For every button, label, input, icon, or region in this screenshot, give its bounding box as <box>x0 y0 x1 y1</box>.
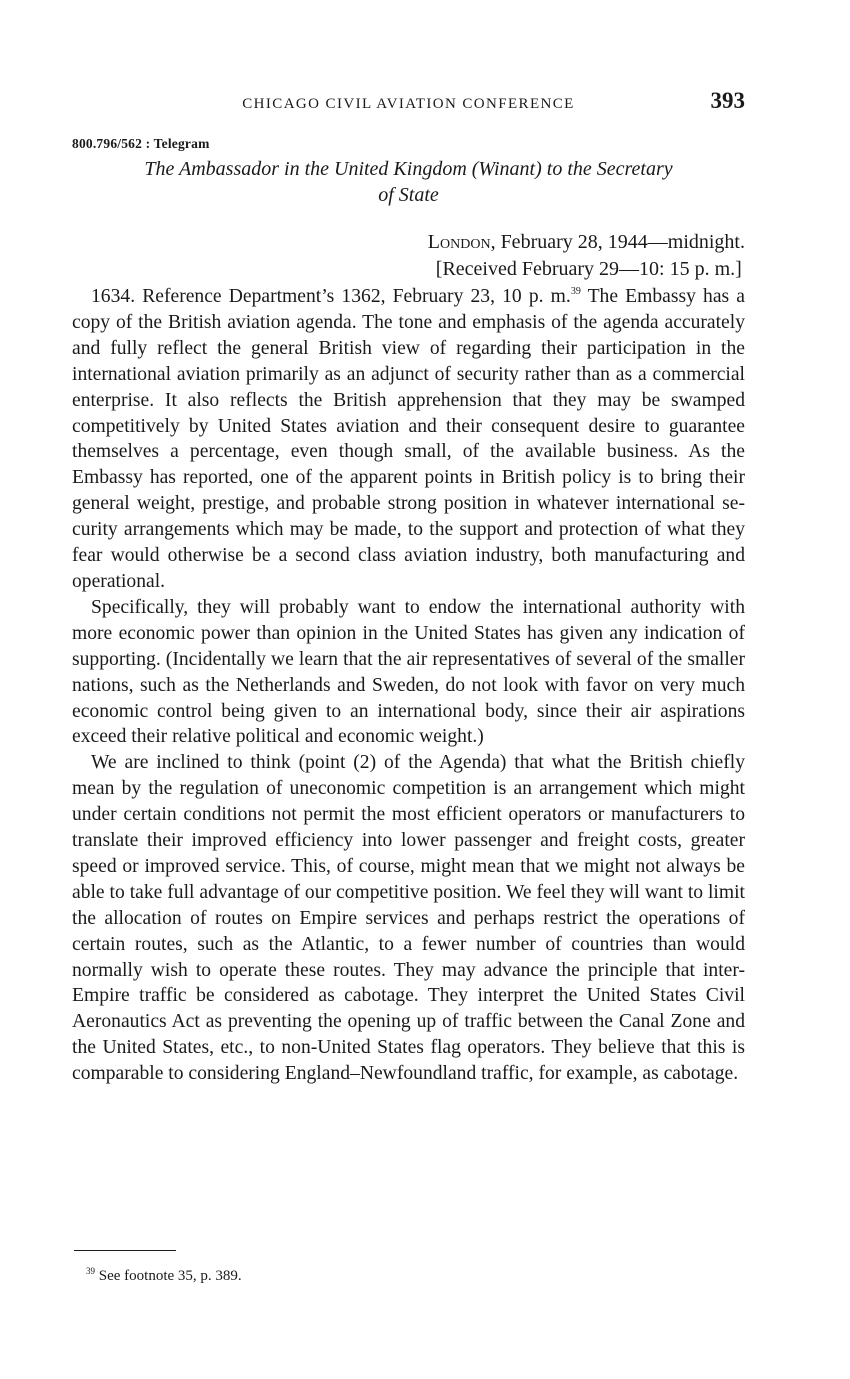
footnote-number: 39 <box>86 1266 95 1276</box>
paragraph-2: Specifically, they will probably want to endow the international authority with more economic power than opinion in the United States has given any indication of supporting. (Incidentally we learn that the air representatives of several of the smaller nations, such as the Netherlands and Sweden, do not look with favor on very much economic control being given to an international body, since their air aspirations exceed their relative political and economic weight.) <box>72 596 745 748</box>
dateline-city: London <box>427 231 491 253</box>
body-text <box>72 284 745 1087</box>
dateline <box>428 229 745 283</box>
footnote-reference: 39 <box>570 286 581 297</box>
paragraph-3: We are inclined to think (point (2) of the Agenda) that what the British chiefly mean by the regulation of uneconomic competition is an arrangement which might under certain conditions not permit the most efficient operators or manufacturers to translate their improved efficiency into lower passenger and freight costs, greater speed or improved service. This, of course, might mean that we might not always be able to take full advantage of our competitive position. We feel they will want to limit the allocation of routes on Empire services and perhaps restrict the operations of certain routes, such as the Atlantic, to a fewer number of countries than would normally wish to operate these routes. They may advance the principle that inter-Empire traffic be considered as cabotage. They interpret the United States Civil Aeronautics Act as preventing the opening up of traffic between the Canal Zone and the United States, etc., to non-United States flag operators. They believe that this is comparable to considering England–Newfoundland traffic, for example, as cabotage. <box>72 752 745 1085</box>
page-number: 393 <box>710 88 745 113</box>
document-title-line-2: of State <box>378 184 439 206</box>
document-title-line-1: The Ambassador in the United Kingdom (Winant) to the Secretary <box>144 158 673 180</box>
footnote-rule <box>74 1250 176 1251</box>
dateline-received: [Received February 29—10: 15 p. m.] <box>435 258 742 280</box>
dateline-sent <box>428 229 745 256</box>
file-number: 800.796/562 : Telegram <box>72 136 210 151</box>
running-head-title: CHICAGO CIVIL AVIATION CONFERENCE <box>242 96 575 112</box>
paragraph-1 <box>72 284 745 595</box>
paragraph-1-opening: 1634. Reference Department’s 1362, February 23, 10 p. m. <box>91 286 571 307</box>
dateline-date: , February 28, 1944—midnight. <box>490 231 745 253</box>
running-head <box>72 88 745 122</box>
document-title <box>72 156 745 208</box>
footnote <box>86 1268 242 1285</box>
footnote-text: See footnote 35, p. 389. <box>95 1268 242 1284</box>
paragraph-1-body: The Embassy has a copy of the British aviation agenda. The tone and emphasis of the agenda accurately and fully reflect the general British view of regarding their participation in the international aviation primarily as an adjunct of security rather than as a commercial enterprise. It also reflects the British apprehension that they may be swamped competitively by United States aviation and their consequent desire to guarantee themselves a percentage, even though small, of the available business. As the Embassy has reported, one of the apparent points in British policy is to bring their general weight, prestige, and probable strong position in whatever international security arrangements which may be made, to the support and protection of what they fear would otherwise be a second class aviation industry, both manufacturing and operational. <box>72 286 745 592</box>
